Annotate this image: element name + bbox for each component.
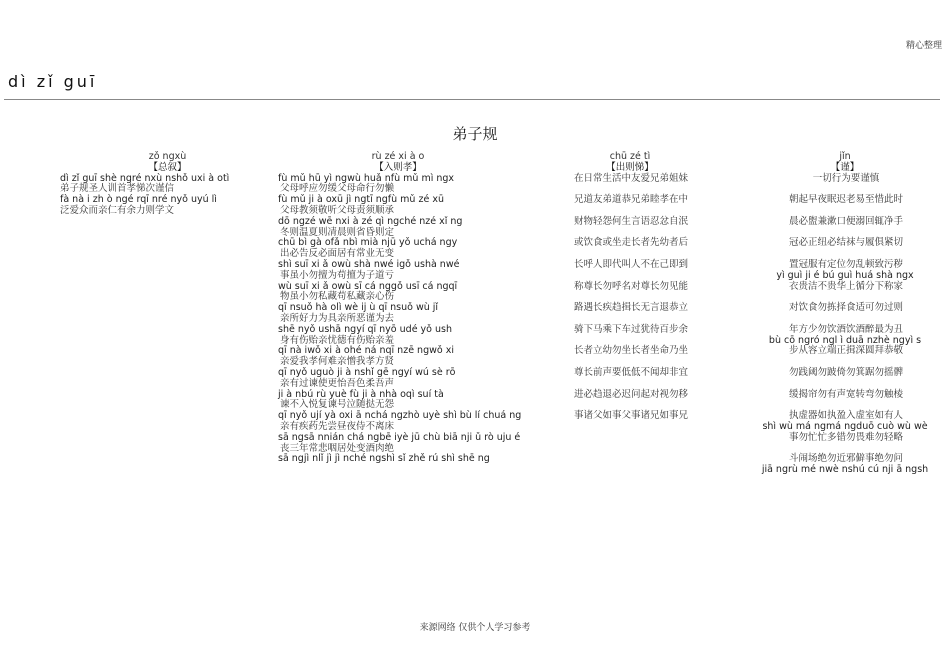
hanzi-line: 年方少勿饮酒饮酒醉最为丑	[788, 323, 903, 335]
hanzi-line: 物虽小勿私藏苟私藏亲心伤	[280, 291, 395, 303]
hanzi-line: 进必趋退必迟问起对视勿移	[573, 388, 688, 400]
hanzi-line: 骑下马乘下车过犹待百步余	[573, 323, 688, 335]
column-jin	[740, 152, 950, 476]
hanzi-line: 兄道友弟道恭兄弟睦孝在中	[573, 194, 688, 206]
hanzi-line: 事诸父如事父事诸兄如事兄	[573, 410, 688, 422]
hanzi-line: 衣贵洁不贵华上循分下称家	[788, 280, 903, 292]
pinyin-line: dō ngzé wē nxi à zé qì ngché nzé xǐ ng	[278, 215, 463, 227]
hanzi-line: 步从容立端正揖深圆拜恭敬	[788, 345, 903, 357]
hanzi-line: 缓揭帘勿有声宽转弯勿触棱	[788, 388, 903, 400]
hanzi-line: 朝起早夜眠迟老易至惜此时	[788, 194, 903, 206]
pinyin-line: chū bì gà ofǎ nbì mià njū yǒ uchá ngy	[278, 237, 458, 249]
pinyin-line: wù suī xi ǎ owù sī cá nggǒ usī cá ngqī	[278, 280, 458, 292]
hanzi-line: 父母呼应勿缓父母命行勿懒	[280, 183, 395, 195]
pinyin-line: fù mǔ ji à oxū jì ngtī ngfù mǔ zé xū	[278, 194, 444, 206]
pinyin-line: ji à nbú rù yuè fù ji à nhà oqì suí tà	[278, 388, 444, 400]
hanzi-line: 长呼人即代叫人不在己即到	[573, 258, 688, 270]
hanzi-line: 斗闹场绝勿近邪僻事绝勿问	[788, 453, 903, 465]
section-title: 【总叙】	[148, 161, 187, 173]
hanzi-line: 弟子规圣人训首孝悌次谨信	[60, 183, 175, 195]
hanzi-line: 对饮食勿拣择食适可勿过则	[788, 302, 903, 314]
section-pinyin: zǒ ngxù	[148, 151, 187, 162]
pinyin-line: jiā ngrù mé nwè nshú cú nji ā ngsh	[761, 464, 929, 476]
hanzi-line: 事勿忙忙多错勿畏难勿轻略	[788, 431, 903, 443]
section-pinyin: chū zé tì	[609, 151, 651, 162]
hanzi-line: 冠必正纽必结袜与履俱紧切	[788, 237, 903, 249]
hanzi-line: 谏不入悦复谏号泣随挞无怨	[280, 399, 395, 411]
column-chuzeti	[520, 152, 740, 422]
footer-note: 来源网络 仅供个人学习参考	[419, 623, 531, 633]
hanzi-line: 亲有过谏使更怡吾色柔吾声	[280, 377, 395, 389]
pinyin-line: shì suī xi ǎ owù shà nwé igǒ ushà nwé	[278, 258, 460, 270]
hanzi-line: 冬则温夏则凊晨则省昏则定	[280, 226, 395, 238]
section-title: 【谨】	[830, 161, 860, 173]
hanzi-line: 或饮食或坐走长者先幼者后	[573, 237, 688, 249]
pinyin-line: sā ngjì nlǐ jì jì nché ngshì sǐ zhě rú shì shē ng	[278, 453, 490, 465]
hanzi-line: 亲爱我孝何难亲憎我孝方贤	[280, 356, 395, 368]
pinyin-line: bù cō ngró ngl ì duā nzhè ngyì s	[768, 334, 922, 346]
hanzi-line: 亲所好力为具亲所恶谨为去	[280, 312, 395, 324]
section-title: 【出则悌】	[606, 161, 654, 173]
pinyin-line: fà nà i zh ò ngé rqī nré nyǒ uyú lì	[60, 194, 217, 206]
hanzi-line: 泛爱众而亲仁有余力则学文	[60, 204, 175, 216]
hanzi-line: 出必告反必面居有常业无变	[280, 248, 395, 260]
page-header-pinyin: dì zǐ guī	[8, 72, 98, 91]
section-title: 【入则孝】	[374, 161, 422, 173]
header-divider	[4, 99, 940, 100]
pinyin-line: yì guì ji é bú guì huá shà ngx	[776, 269, 914, 281]
hanzi-line: 在日常生活中友爱兄弟姐妹	[573, 172, 688, 184]
section-pinyin: jǐn	[839, 151, 851, 162]
pinyin-line: shì wù má ngmá ngduō cuò wù wè	[762, 420, 928, 432]
hanzi-line: 尊长前声要低低不闻却非宜	[573, 366, 688, 378]
column-zongxu	[60, 152, 275, 217]
section-pinyin: rù zé xi à o	[371, 151, 425, 162]
column-ruzexiao	[278, 151, 522, 465]
hanzi-line: 丧三年常悲咽居处变酒肉绝	[280, 442, 395, 454]
pinyin-line: fù mǔ hū yì ngwù huǎ nfù mǔ mì ngx	[278, 172, 455, 184]
hanzi-line: 身有伤贻亲忧德有伤贻亲羞	[280, 334, 395, 346]
hanzi-line: 父母教须敬听父母责须顺承	[280, 204, 395, 216]
hanzi-line: 事虽小勿擅为苟擅为子道亏	[280, 269, 395, 281]
hanzi-line: 勿践阈勿跛倚勿箕踞勿摇髀	[788, 366, 903, 378]
pinyin-line: qī nyǒ ují yà oxi ā nchá ngzhò uyè shì bù lí chuá ng	[278, 410, 522, 422]
pinyin-line: sā ngsā nnián chá ngbē iyè jū chù biā nji ǔ rò uju é	[278, 431, 521, 443]
hanzi-line: 财物轻怨何生言语忍忿自泯	[573, 215, 688, 227]
pinyin-line: qī nyǒ uguò ji à nshǐ gē ngyí wú sè rō	[278, 366, 456, 378]
hanzi-line: 一切行为要谨慎	[812, 172, 880, 184]
hanzi-line: 执虚器如执盈入虚室如有人	[788, 410, 903, 422]
document-title: 弟子规	[452, 125, 498, 143]
pinyin-line: shē nyǒ ushā ngyí qī nyō udé yǒ ush	[278, 323, 453, 335]
hanzi-line: 长者立幼勿坐长者坐命乃坐	[573, 345, 688, 357]
pinyin-line: qī nà iwǒ xi à ohé ná nqī nzē ngwǒ xi	[278, 345, 454, 357]
hanzi-line: 称尊长勿呼名对尊长勿见能	[573, 280, 688, 292]
top-note: 精心整理	[905, 41, 942, 51]
hanzi-line: 置冠服有定位勿乱顿致污秽	[788, 258, 903, 270]
pinyin-line: dì zǐ guī shè ngré nxù nshǒ uxi à otì	[60, 172, 230, 184]
hanzi-line: 路遇长疾趋揖长无言退恭立	[573, 302, 688, 314]
hanzi-line: 亲有疾药先尝昼夜侍不离床	[280, 420, 395, 432]
hanzi-line: 晨必盥兼漱口便溺回辄净手	[788, 215, 903, 227]
pinyin-line: qī nsuǒ hà olì wè ij ù qī nsuǒ wù jǐ	[278, 302, 439, 314]
